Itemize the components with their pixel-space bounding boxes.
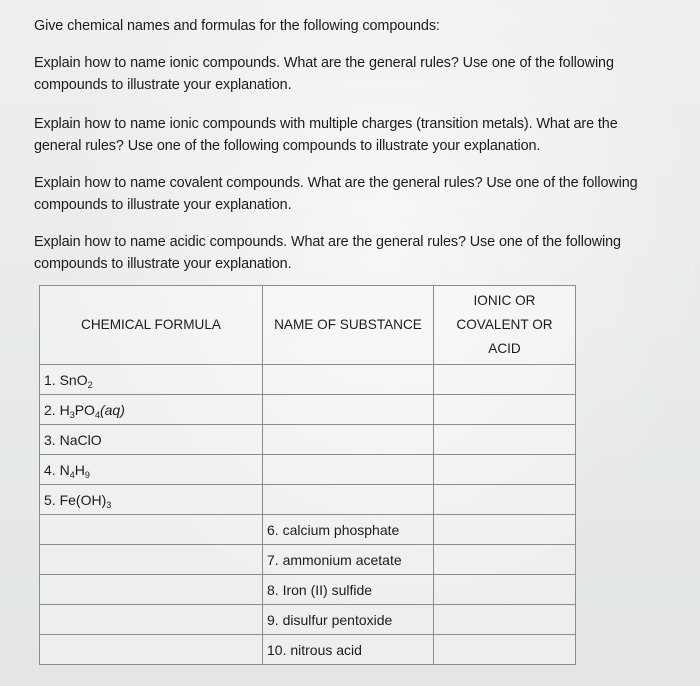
table-row: [40, 515, 576, 545]
row-number: 1.: [44, 371, 56, 388]
question-line: Explain how to name acidic compounds. What are the general rules? Use one of the following: [34, 234, 621, 250]
ionic-naming-question: [34, 52, 700, 96]
type-answer-cell[interactable]: [434, 575, 576, 605]
formula-subscript: 4: [94, 409, 100, 420]
formula-part: PO: [74, 401, 95, 418]
header-chemical-formula: CHEMICAL FORMULA: [40, 286, 263, 365]
question-line: compounds to illustrate your explanation.: [34, 77, 292, 93]
question-line: Explain how to name ionic compounds. What are the general rules? Use one of the following: [34, 55, 614, 71]
header-type-line: IONIC OR: [473, 293, 536, 308]
page-title: Give chemical names and formulas for the following compounds:: [34, 18, 440, 34]
name-cell: [263, 545, 434, 575]
table-row: [40, 455, 576, 485]
compound-name: 9. disulfur pentoxide: [267, 611, 393, 628]
compound-name: 6. calcium phosphate: [267, 521, 400, 538]
formula-part: Fe(OH): [59, 491, 107, 508]
compound-name: 7. ammonium acetate: [267, 551, 402, 568]
formula-cell: [40, 425, 263, 455]
table-row: [40, 425, 576, 455]
question-line: Explain how to name covalent compounds. What are the general rules? Use one of the following: [34, 175, 638, 191]
name-answer-cell[interactable]: [263, 365, 434, 395]
type-answer-cell[interactable]: [434, 515, 576, 545]
type-answer-cell[interactable]: [434, 485, 576, 515]
question-line: general rules? Use one of the following compounds to illustrate your explanation.: [34, 138, 541, 154]
formula-subscript: 9: [84, 469, 90, 480]
type-answer-cell[interactable]: [434, 545, 576, 575]
type-answer-cell[interactable]: [434, 635, 576, 665]
name-answer-cell[interactable]: [263, 455, 434, 485]
formula-answer-cell[interactable]: [40, 635, 263, 665]
formula-cell: [40, 395, 263, 425]
name-cell: [263, 575, 434, 605]
table-row: [40, 395, 576, 425]
formula-part: NaClO: [59, 431, 102, 448]
formula-cell: [40, 485, 263, 515]
row-number: 2.: [44, 401, 56, 418]
table-row: [40, 575, 576, 605]
row-number: 3.: [44, 431, 56, 448]
table-row: [40, 545, 576, 575]
type-answer-cell[interactable]: [434, 425, 576, 455]
formula-state: (aq): [99, 401, 125, 418]
table-row: [40, 635, 576, 665]
transition-metal-naming-question: [34, 113, 700, 157]
name-answer-cell[interactable]: [263, 425, 434, 455]
header-name-of-substance: NAME OF SUBSTANCE: [263, 286, 434, 365]
name-answer-cell[interactable]: [263, 395, 434, 425]
covalent-naming-question: [34, 172, 700, 216]
header-type-line: ACID: [488, 341, 521, 356]
formula-cell: [40, 365, 263, 395]
compounds-table: [39, 285, 576, 665]
formula-part: N: [59, 461, 70, 478]
question-line: Explain how to name ionic compounds with multiple charges (transition metals). What are the: [34, 116, 618, 132]
table-row: [40, 365, 576, 395]
formula-part: SnO: [59, 371, 88, 388]
type-answer-cell[interactable]: [434, 455, 576, 485]
name-answer-cell[interactable]: [263, 485, 434, 515]
formula-answer-cell[interactable]: [40, 515, 263, 545]
name-cell: [263, 605, 434, 635]
compound-name: 8. Iron (II) sulfide: [267, 581, 373, 598]
header-compound-type: [434, 286, 576, 365]
question-line: compounds to illustrate your explanation.: [34, 256, 292, 272]
row-number: 5.: [44, 491, 56, 508]
formula-part: H: [59, 401, 70, 418]
formula-subscript: 3: [106, 499, 112, 510]
type-answer-cell[interactable]: [434, 605, 576, 635]
table-row: [40, 605, 576, 635]
formula-subscript: 2: [87, 379, 93, 390]
formula-subscript: 3: [69, 409, 75, 420]
header-type-line: COVALENT OR: [456, 317, 553, 332]
formula-cell: [40, 455, 263, 485]
name-cell: [263, 635, 434, 665]
table-header-row: [40, 286, 576, 365]
compound-name: 10. nitrous acid: [267, 641, 362, 658]
name-cell: [263, 515, 434, 545]
acid-naming-question: [34, 231, 700, 275]
formula-part: H: [74, 461, 85, 478]
question-line: compounds to illustrate your explanation.: [34, 197, 292, 213]
formula-answer-cell[interactable]: [40, 605, 263, 635]
table-row: [40, 485, 576, 515]
row-number: 4.: [44, 461, 56, 478]
formula-subscript: 4: [69, 469, 75, 480]
formula-answer-cell[interactable]: [40, 545, 263, 575]
type-answer-cell[interactable]: [434, 365, 576, 395]
type-answer-cell[interactable]: [434, 395, 576, 425]
formula-answer-cell[interactable]: [40, 575, 263, 605]
